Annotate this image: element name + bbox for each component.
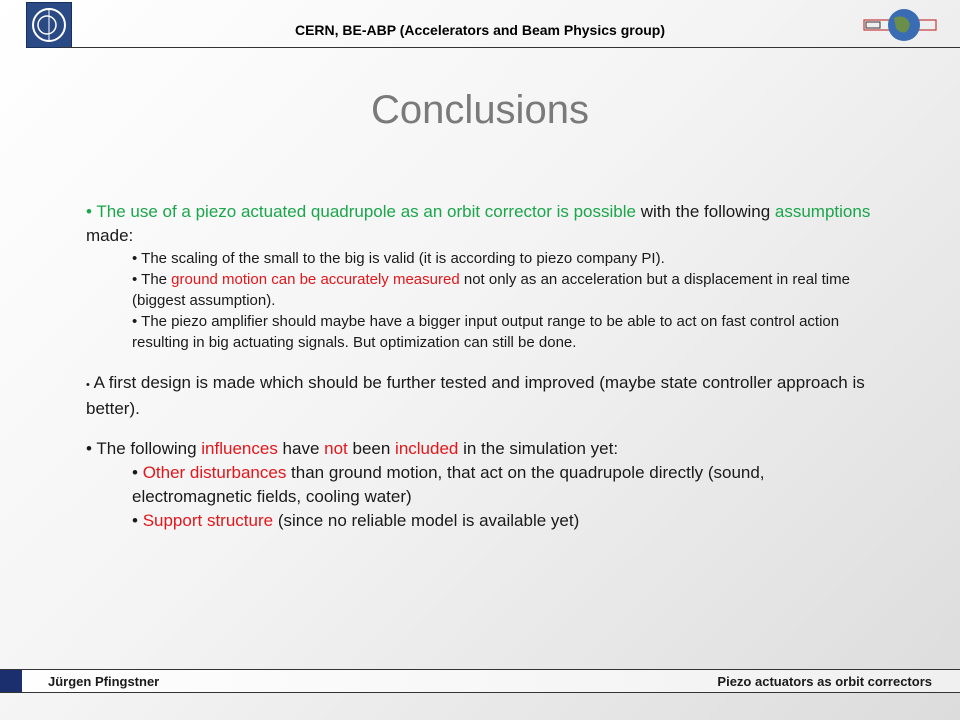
header-divider <box>60 47 960 48</box>
footer-talk-title: Piezo actuators as orbit correctors <box>717 674 932 689</box>
slide-footer <box>0 669 960 693</box>
sub-bullet-other-disturbances: • Other disturbances than ground motion, that act on the quadrupole directly (sound, electromagnetic fields, cooling water) <box>132 463 765 506</box>
sub-bullet-ground-motion: • The ground motion can be accurately measured not only as an acceleration but a displacement in real time (biggest assumption). <box>132 271 850 309</box>
feasibility-statement: The use of a piezo actuated quadrupole as an orbit corrector is possible <box>96 202 636 221</box>
slide-title: Conclusions <box>371 88 589 132</box>
bullet-feasibility: • The use of a piezo actuated quadrupole as an orbit corrector is possible with the following assumptions made: <box>86 202 871 245</box>
bullet-influences: • The following influences have not been included in the simulation yet: <box>86 439 619 458</box>
slide-header <box>0 0 960 48</box>
sub-bullet-support-structure: • Support structure (since no reliable model is available yet) <box>132 511 580 530</box>
sub-bullet-amplifier: • The piezo amplifier should maybe have a bigger input output range to be able to act on fast control action resulting in big actuating signals. But optimization can still be done. <box>132 313 840 351</box>
abp-globe-logo <box>862 6 938 44</box>
footer-accent-square <box>0 670 22 692</box>
footer-author: Jürgen Pfingstner <box>48 674 160 689</box>
slide-content <box>86 200 886 533</box>
bullet-first-design: • A first design is made which should be further tested and improved (maybe state controller approach is better). <box>86 373 865 418</box>
header-title: CERN, BE-ABP (Accelerators and Beam Physics group) <box>294 22 666 38</box>
sub-bullet-scaling: • The scaling of the small to the big is valid (it is according to piezo company PI). <box>132 250 665 267</box>
assumptions-word: assumptions <box>774 202 871 221</box>
